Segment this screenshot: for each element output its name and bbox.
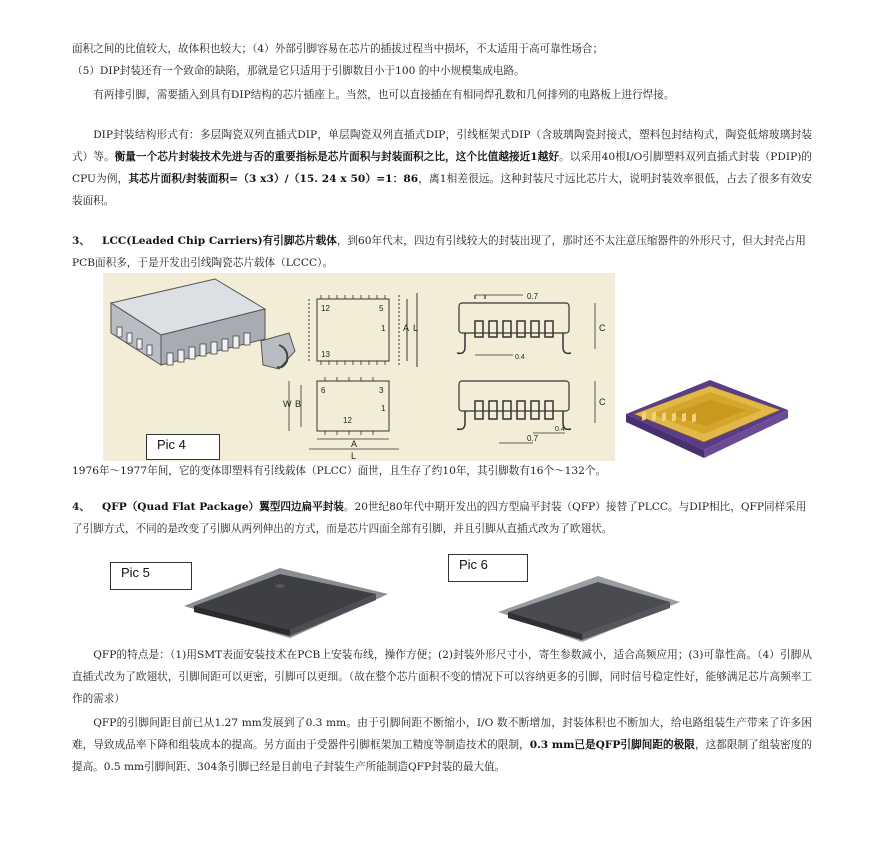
dim-0.7-top: 0.7 <box>527 292 539 301</box>
qfp-pitch-text: QFP的引脚间距目前已从1.27 mm发展到了0.3 mm。由于引脚间距不断缩小，I/O 数不断增加，封装体积也不断加大，给电路组装生产带来了许多困难，导致成品率下降和组装成本的提高。另方面由于受器件引脚框架加工精度等制造技术的限制， <box>72 717 812 751</box>
plcc-history-text: 1976年～1977年间，它的变体即塑料有引线载体（PLCC）面世，且生存了约10年，其引脚数有16个～132个。 <box>72 465 607 477</box>
dip-drawbacks-line2: （5）DIP封装还有一个致命的缺陷，那就是它只适用于引脚数目小于100 的中小规模集成电路。 <box>72 65 525 77</box>
lccc-gold-chip <box>622 374 792 464</box>
dip-structure-text: DIP封装结构形式有：多层陶瓷双列直插式DIP，单层陶瓷双列直插式DIP，引线框架式DIP（含玻璃陶瓷封接式，塑料包封结构式，陶瓷低熔玻璃封装式）等。 <box>72 129 812 163</box>
bot-dim-A: A <box>351 439 358 449</box>
paragraph-qfp-pitch <box>72 712 812 778</box>
dim-0.4-bottom: 0.4 <box>555 426 565 433</box>
section-3-lcc <box>72 230 812 274</box>
qfp-pitch-limit-bold: 0.3 mm已是QFP引脚间距的极限 <box>529 739 695 751</box>
qfp-pitch-conclusion: ，这都限制了组装密度的提高。0.5 mm引脚间距、304条引脚已经是目前电子封装生产所能制造QFP封装的最大值。 <box>72 739 812 773</box>
qfp-chip-pic6 <box>494 572 684 646</box>
section-4-number: 4、 <box>72 501 90 513</box>
qfp-chip-pic5 <box>180 560 392 644</box>
section-3-number: 3、 <box>72 235 90 247</box>
top-dim-A: A <box>403 323 410 333</box>
dip-drawbacks-line1: 面积之间的比值较大，故体积也较大；（4）外部引脚容易在芯片的插拔过程当中损坏，不太适用于高可靠性场合； <box>72 43 604 55</box>
bot-dim-L: L <box>351 451 357 461</box>
paragraph-dip-structure <box>72 124 812 212</box>
top-dim-L: L <box>413 323 419 333</box>
plcc-side-view-top <box>457 295 595 355</box>
dim-0.4-top: 0.4 <box>515 354 525 361</box>
dim-C-top: C <box>599 323 606 333</box>
pic4-label: Pic 4 <box>146 434 220 460</box>
bot-pin-1: 1 <box>381 404 386 413</box>
qfp-features-text: QFP的特点是：（1)用SMT表面安装技术在PCB上安装布线，操作方便；(2)封装外形尺寸小，寄生参数减小，适合高频应用；(3)可靠性高。（4）引脚从直插式改为了欧翅状，引脚间距可以更密，引脚可以更细。（故在整个芯片面积不变的情况下可以容纳更多的引脚，同时信号稳定性好，能够满足芯片高频率工作的需求） <box>72 649 812 705</box>
lccc-gold-chip-figure <box>622 374 792 464</box>
j-lead-detail <box>261 333 295 369</box>
paragraph-dip-drawbacks <box>72 38 812 82</box>
section-4-title: QFP（Quad Flat Package）翼型四边扁平封装 <box>102 501 344 513</box>
top-pin-1: 1 <box>381 324 386 333</box>
qfp-chip-pic6-figure <box>494 572 684 646</box>
section-4-qfp <box>72 496 812 540</box>
paragraph-plcc-history <box>72 460 812 482</box>
bot-pin-12: 12 <box>343 416 352 425</box>
dip-example-text: 。以采用40根I/O引脚塑料双列直插式封装（PDIP)的CPU为例， <box>72 151 812 185</box>
top-pin-12: 12 <box>321 304 330 313</box>
plcc-side-view-bottom <box>457 381 595 443</box>
dim-0.7-bottom: 0.7 <box>527 434 539 443</box>
dip-pins-text: 有两排引脚，需要插入到具有DIP结构的芯片插座上。当然，也可以直接插在有相同焊孔数和几何排列的电路板上进行焊接。 <box>93 89 675 101</box>
plcc-drawing <box>103 273 615 461</box>
dim-C-bottom: C <box>599 397 606 407</box>
dip-area-formula-bold: 其芯片面积/封装面积=（3 x3）/（15. 24 x 50）=1：86 <box>128 173 419 185</box>
pic6-label: Pic 6 <box>448 554 528 582</box>
section-4-text: 。20世纪80年代中期开发出的四方型扁平封装（QFP）接替了PLCC。与DIP相比，QFP同样采用了引脚方式，不同的是改变了引脚从两列伸出的方式，而是芯片四面全部有引脚，并且引脚从直插式改为了欧翅状。 <box>72 501 807 535</box>
section-3-text: ，到60年代末，四边有引线较大的封装出现了，那时还不太注意压缩器件的外形尺寸，但大封壳占用PCB面积多，于是开发出引线陶瓷芯片载体（LCCC）。 <box>72 235 806 269</box>
paragraph-dip-pins <box>72 84 812 106</box>
bot-dim-W: W <box>283 399 292 409</box>
top-pin-13: 13 <box>321 350 330 359</box>
top-pin-5: 5 <box>379 304 384 313</box>
qfp-chip-pic5-figure <box>180 560 392 644</box>
dip-efficiency-text: ，离1相差很远。这种封装尺寸远比芯片大，说明封装效率很低，占去了很多有效安装面积。 <box>72 173 812 207</box>
bot-pin-3: 3 <box>379 386 384 395</box>
bot-dim-B: B <box>295 399 302 409</box>
pic5-label: Pic 5 <box>110 562 192 590</box>
dip-ratio-bold: 衡量一个芯片封装技术先进与否的重要指标是芯片面积与封装面积之比，这个比值越接近1越好 <box>114 151 560 163</box>
plcc-drawing-panel <box>103 273 615 461</box>
bot-pin-6: 6 <box>321 386 326 395</box>
section-3-title: LCC(Leaded Chip Carriers)有引脚芯片载体 <box>102 235 337 247</box>
plcc-3d-chip <box>111 279 265 365</box>
paragraph-qfp-features <box>72 644 812 710</box>
